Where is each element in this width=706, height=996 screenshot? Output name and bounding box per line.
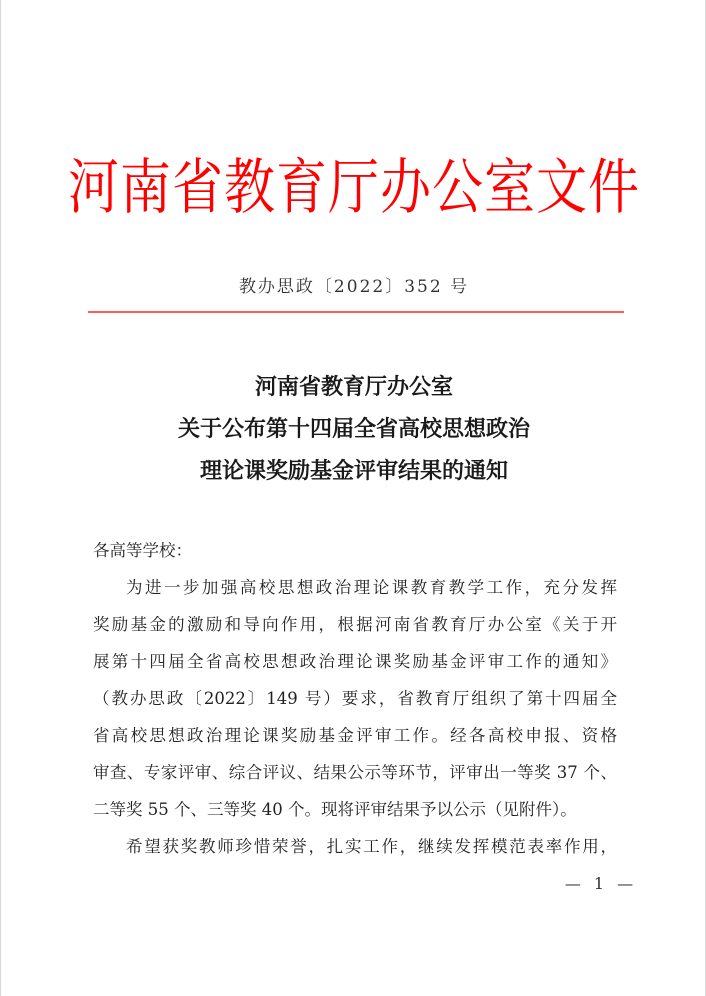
notice-title [1, 366, 706, 492]
body-line: 审查、专家评审、综合评议、结果公示等环节，评审出一等奖 37 个、 [93, 763, 617, 782]
masthead-title: 河南省教育厅办公室文件 [67, 153, 640, 224]
document-number: 教办思政〔2022〕352 号 [238, 277, 470, 297]
body-line: 希望获奖教师珍惜荣誉，扎实工作，继续发挥模范表率作用， [126, 837, 617, 856]
body-line: 展第十四届全省高校思想政治理论课奖励基金评审工作的通知》 [93, 652, 617, 671]
page-number: — 1 — [564, 874, 638, 893]
title-line: 河南省教育厅办公室 [254, 374, 453, 400]
title-line: 理论课奖励基金评审结果的通知 [199, 458, 508, 484]
body-line: 为进一步加强高校思想政治理论课教育教学工作，充分发挥 [126, 578, 617, 597]
body-line: 奖励基金的激励和导向作用，根据河南省教育厅办公室《关于开 [93, 615, 617, 634]
notice-body [93, 532, 617, 865]
body-line: 省高校思想政治理论课奖励基金评审工作。经各高校申报、资格 [93, 726, 617, 745]
body-line: 二等奖 55 个、三等奖 40 个。现将评审结果予以公示（见附件）。 [93, 800, 577, 819]
title-line: 关于公布第十四届全省高校思想政治 [177, 416, 530, 442]
body-line: （教办思政〔2022〕149 号）要求，省教育厅组织了第十四届全 [93, 689, 617, 708]
salutation: 各高等学校： [93, 541, 192, 560]
red-divider-rule [88, 311, 624, 313]
